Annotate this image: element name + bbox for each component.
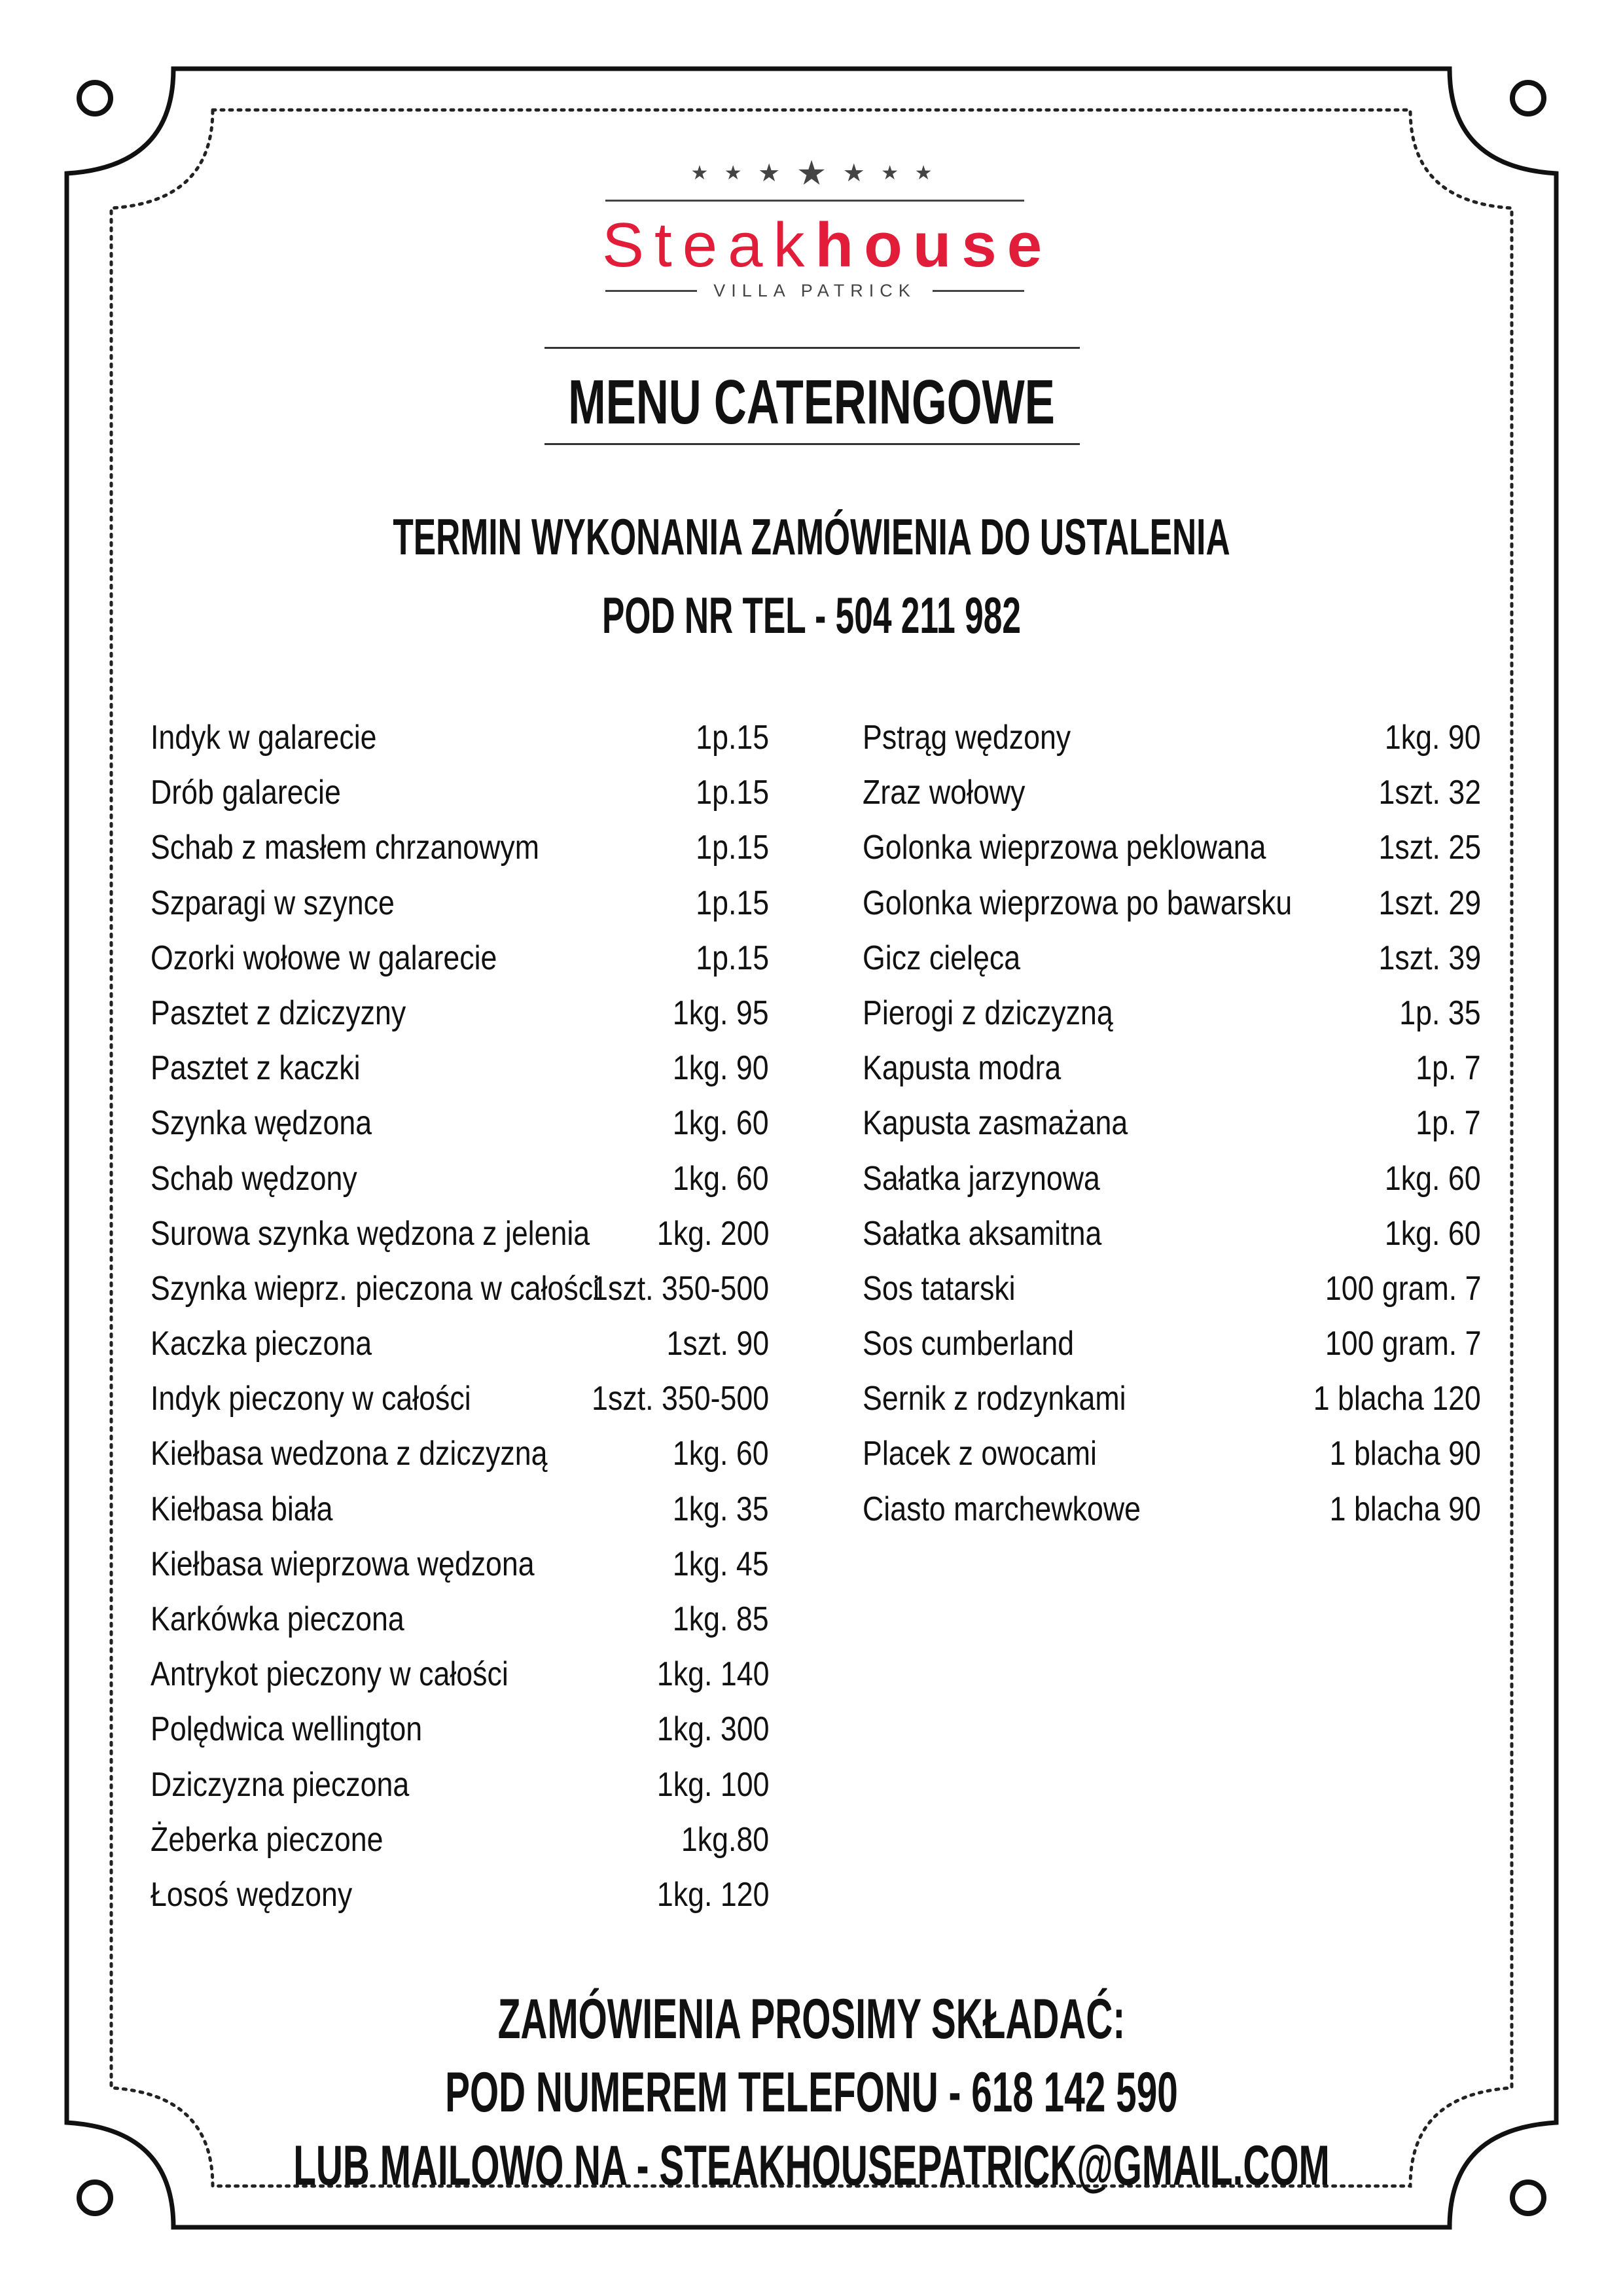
menu-item-row xyxy=(151,1151,769,1206)
menu-item-price: 1p. 35 xyxy=(1399,994,1481,1032)
menu-item-row xyxy=(863,1316,1481,1371)
menu-item-price: 1kg. 100 xyxy=(656,1765,769,1804)
star-icon: ★ xyxy=(796,154,834,192)
menu-item-name: Szynka wędzona xyxy=(151,1104,372,1143)
menu-item-price: 1p.15 xyxy=(696,719,769,757)
menu-item-price: 1kg. 45 xyxy=(673,1545,769,1583)
menu-item-price: 1p.15 xyxy=(696,884,769,922)
logo-divider xyxy=(605,200,1024,202)
logo-brand-light: Steak xyxy=(602,210,815,280)
menu-item-price: 1kg. 60 xyxy=(673,1104,769,1143)
menu-item-row xyxy=(863,1096,1481,1151)
menu-item-row xyxy=(151,1537,769,1592)
menu-item-row xyxy=(151,1206,769,1261)
menu-item-price: 100 gram. 7 xyxy=(1325,1325,1481,1363)
menu-item-name: Sos cumberland xyxy=(863,1325,1075,1363)
logo-brand-bold: house xyxy=(815,210,1053,280)
menu-item-name: Placek z owocami xyxy=(863,1435,1097,1473)
menu-item-price: 100 gram. 7 xyxy=(1325,1269,1481,1308)
menu-item-row xyxy=(151,1812,769,1867)
menu-item-row xyxy=(151,876,769,931)
menu-item-name: Schab wędzony xyxy=(151,1159,357,1198)
menu-item-row xyxy=(151,1647,769,1702)
menu-item-name: Gicz cielęca xyxy=(863,939,1021,977)
menu-item-name: Surowa szynka wędzona z jelenia xyxy=(151,1214,590,1253)
logo-stars xyxy=(602,154,1027,192)
menu-item-row xyxy=(151,1757,769,1812)
menu-item-price: 1szt. 350-500 xyxy=(592,1269,769,1308)
menu-item-row xyxy=(863,986,1481,1041)
menu-item-row xyxy=(151,765,769,820)
menu-item-price: 1kg. 140 xyxy=(656,1655,769,1694)
menu-item-row xyxy=(863,1206,1481,1261)
menu-item-row xyxy=(151,1096,769,1151)
menu-item-price: 1kg. 120 xyxy=(656,1875,769,1914)
menu-item-price: 1kg. 60 xyxy=(1385,1214,1481,1253)
menu-item-name: Szynka wieprz. pieczona w całości xyxy=(151,1269,599,1308)
menu-item-price: 1szt. 32 xyxy=(1378,774,1481,812)
menu-item-name: Pasztet z kaczki xyxy=(151,1049,361,1088)
menu-item-row xyxy=(863,710,1481,765)
menu-item-name: Indyk pieczony w całości xyxy=(151,1380,471,1418)
menu-item-price: 1kg. 90 xyxy=(1385,719,1481,757)
menu-item-name: Drób galarecie xyxy=(151,774,341,812)
title-rule-top xyxy=(544,347,1080,349)
logo-subtitle-row xyxy=(602,278,1027,304)
menu-item-price: 1kg. 60 xyxy=(673,1435,769,1473)
menu-item-price: 1szt. 39 xyxy=(1378,939,1481,977)
menu-item-price: 1kg. 95 xyxy=(673,994,769,1032)
star-icon: ★ xyxy=(914,162,939,184)
menu-item-row xyxy=(151,986,769,1041)
menu-item-name: Sernik z rodzynkami xyxy=(863,1380,1126,1418)
menu-item-row xyxy=(151,1371,769,1426)
menu-item-name: Golonka wieprzowa po bawarsku xyxy=(863,884,1293,922)
menu-item-price: 1kg. 60 xyxy=(673,1159,769,1198)
menu-item-row xyxy=(151,1592,769,1647)
menu-item-name: Zraz wołowy xyxy=(863,774,1026,812)
menu-item-name: Pstrąg wędzony xyxy=(863,719,1071,757)
star-icon: ★ xyxy=(758,160,787,187)
menu-item-name: Indyk w galarecie xyxy=(151,719,377,757)
menu-item-name: Ciasto marchewkowe xyxy=(863,1490,1141,1528)
logo-subtitle-line-right xyxy=(933,290,1024,292)
menu-item-price: 1szt. 29 xyxy=(1378,884,1481,922)
menu-item-name: Kapusta zasmażana xyxy=(863,1104,1128,1143)
menu-item-row xyxy=(863,1482,1481,1537)
menu-item-name: Sos tatarski xyxy=(863,1269,1016,1308)
star-icon: ★ xyxy=(690,162,715,184)
menu-item-price: 1kg. 300 xyxy=(656,1710,769,1749)
footer-order-heading: ZAMÓWIENIA PROSIMY SKŁADAĆ: xyxy=(497,1988,1126,2051)
menu-item-row xyxy=(863,1041,1481,1096)
corner-ring-bottom-left xyxy=(79,2182,111,2214)
menu-item-price: 1p.15 xyxy=(696,829,769,867)
menu-item-row xyxy=(863,1371,1481,1426)
menu-item-name: Kapusta modra xyxy=(863,1049,1061,1088)
order-note-phone: POD NR TEL - 504 211 982 xyxy=(601,586,1022,644)
menu-item-name: Polędwica wellington xyxy=(151,1710,423,1749)
menu-item-price: 1szt. 90 xyxy=(666,1325,769,1363)
menu-item-price: 1p. 7 xyxy=(1416,1049,1481,1088)
menu-item-price: 1p. 7 xyxy=(1416,1104,1481,1143)
menu-item-row xyxy=(151,1261,769,1316)
menu-item-row xyxy=(863,931,1481,986)
menu-item-price: 1kg. 90 xyxy=(673,1049,769,1088)
menu-item-row xyxy=(863,1261,1481,1316)
menu-item-price: 1szt. 350-500 xyxy=(592,1380,769,1418)
menu-item-price: 1kg.80 xyxy=(681,1820,769,1859)
menu-item-price: 1p.15 xyxy=(696,774,769,812)
menu-item-name: Karkówka pieczona xyxy=(151,1600,404,1638)
order-note-line-1: TERMIN WYKONANIA ZAMÓWIENIA DO USTALENIA xyxy=(393,508,1230,565)
menu-item-name: Sałatka aksamitna xyxy=(863,1214,1102,1253)
menu-item-price: 1kg. 200 xyxy=(656,1214,769,1253)
menu-column-right xyxy=(863,710,1481,1537)
menu-item-price: 1kg. 85 xyxy=(673,1600,769,1638)
title-rule-bottom xyxy=(544,443,1080,445)
menu-item-price: 1kg. 60 xyxy=(1385,1159,1481,1198)
logo-brand-name xyxy=(602,203,1053,288)
menu-item-name: Szparagi w szynce xyxy=(151,884,395,922)
menu-item-name: Kiełbasa wedzona z dziczyzną xyxy=(151,1435,548,1473)
menu-item-name: Pierogi z dziczyzną xyxy=(863,994,1113,1032)
menu-item-price: 1 blacha 120 xyxy=(1313,1380,1481,1418)
menu-item-price: 1 blacha 90 xyxy=(1329,1435,1481,1473)
menu-item-row xyxy=(151,1482,769,1537)
menu-item-name: Łosoś wędzony xyxy=(151,1875,353,1914)
menu-item-price: 1 blacha 90 xyxy=(1329,1490,1481,1528)
footer-phone: POD NUMEREM TELEFONU - 618 142 590 xyxy=(445,2061,1178,2124)
logo-subtitle: VILLA PATRICK xyxy=(713,281,916,300)
menu-item-name: Pasztet z dziczyzny xyxy=(151,994,406,1032)
menu-item-row xyxy=(151,1867,769,1922)
menu-item-name: Golonka wieprzowa peklowana xyxy=(863,829,1266,867)
menu-item-row xyxy=(863,1151,1481,1206)
menu-item-name: Kiełbasa wieprzowa wędzona xyxy=(151,1545,535,1583)
star-icon: ★ xyxy=(724,162,749,184)
menu-item-row xyxy=(863,1426,1481,1481)
menu-item-price: 1p.15 xyxy=(696,939,769,977)
menu-item-name: Kaczka pieczona xyxy=(151,1325,372,1363)
menu-item-row xyxy=(151,710,769,765)
footer-email: LUB MAILOWO NA - STEAKHOUSEPATRICK@GMAIL.COM xyxy=(293,2134,1330,2197)
corner-ring-top-left xyxy=(79,82,111,114)
menu-item-row xyxy=(863,876,1481,931)
menu-item-row xyxy=(151,1702,769,1757)
menu-item-name: Sałatka jarzynowa xyxy=(863,1159,1100,1198)
menu-column-left xyxy=(151,710,769,1922)
menu-item-row xyxy=(863,765,1481,820)
menu-item-name: Kiełbasa biała xyxy=(151,1490,333,1528)
menu-item-name: Ozorki wołowe w galarecie xyxy=(151,939,497,977)
steakhouse-logo xyxy=(602,154,1053,300)
menu-item-row xyxy=(151,1041,769,1096)
menu-item-name: Antrykot pieczony w całości xyxy=(151,1655,508,1694)
corner-ring-bottom-right xyxy=(1512,2182,1544,2214)
menu-item-price: 1kg. 35 xyxy=(673,1490,769,1528)
menu-item-row xyxy=(863,820,1481,875)
menu-item-name: Schab z masłem chrzanowym xyxy=(151,829,539,867)
corner-ring-top-right xyxy=(1512,82,1544,114)
star-icon: ★ xyxy=(881,162,906,184)
menu-item-row xyxy=(151,931,769,986)
star-icon: ★ xyxy=(842,160,872,187)
menu-item-name: Dziczyzna pieczona xyxy=(151,1765,410,1804)
menu-item-row xyxy=(151,1426,769,1481)
menu-item-price: 1szt. 25 xyxy=(1378,829,1481,867)
menu-item-name: Żeberka pieczone xyxy=(151,1820,383,1859)
menu-item-row xyxy=(151,1316,769,1371)
menu-item-row xyxy=(151,820,769,875)
page-title: MENU CATERINGOWE xyxy=(568,367,1055,437)
